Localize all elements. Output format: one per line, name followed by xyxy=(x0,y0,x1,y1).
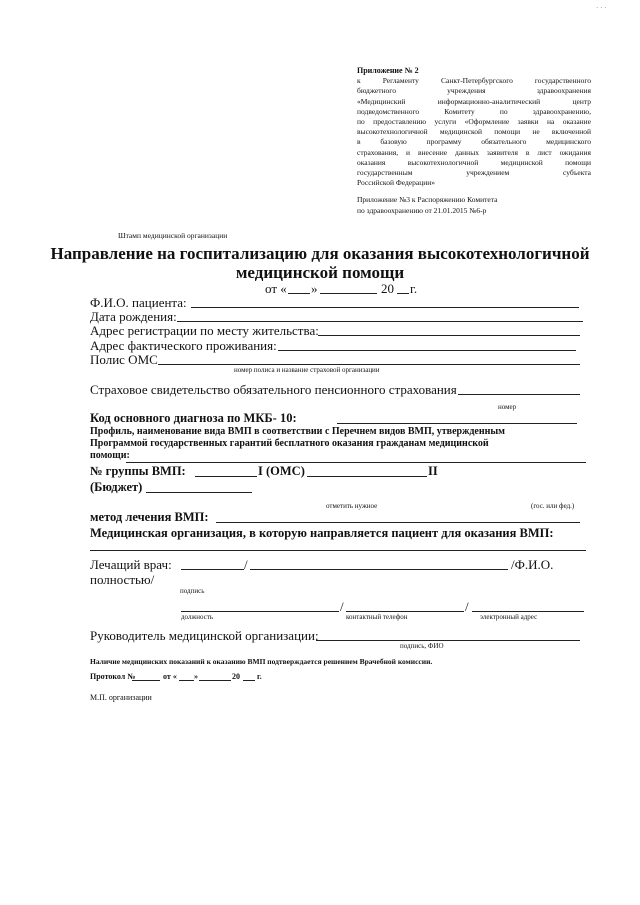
appendix-line: бюджетного учреждения здравоохранения xyxy=(357,86,591,96)
appendix-line: страхования, и внесение данных заявителя в лист ожидания xyxy=(357,147,591,157)
budget-label: (Бюджет) xyxy=(90,480,143,494)
med-org-label: Медицинская организация, в которую направляется пациент для оказания ВМП: xyxy=(90,526,554,540)
seal-label: М.П. организации xyxy=(90,693,152,702)
snils-label: Страховое свидетельство обязательного пенсионного страхования xyxy=(90,382,457,397)
oms-hint: номер полиса и название страховой организации xyxy=(234,366,380,374)
date-year: 20 xyxy=(381,281,394,296)
doctor-fio-field[interactable] xyxy=(250,569,508,570)
protocol-day-field[interactable] xyxy=(179,680,194,681)
appendix-line: по предоставлению услуги «Оформление заявки на оказание xyxy=(357,117,591,127)
budget-field[interactable] xyxy=(146,492,252,493)
protocol-number-field[interactable] xyxy=(132,680,160,681)
doctor-full-label: полностью/ xyxy=(90,572,155,587)
head-hint: подпись, ФИО xyxy=(400,642,444,650)
position-hint: должность xyxy=(181,613,214,621)
protocol-month-field[interactable] xyxy=(199,680,231,681)
document-title-line2: медицинской помощи xyxy=(235,263,405,282)
group-number-field[interactable] xyxy=(195,476,257,477)
signature-hint: подпись xyxy=(180,587,205,595)
date-day-field[interactable] xyxy=(288,293,310,294)
doctor-separator: / xyxy=(244,557,248,572)
appendix-line: государственным учреждением субъекта xyxy=(357,168,591,178)
date-year-field[interactable] xyxy=(397,293,409,294)
snils-field[interactable] xyxy=(458,394,580,395)
appendix-line: в базовую программу обязательного медицинского xyxy=(357,137,591,147)
fio-label: Ф.И.О. пациента: xyxy=(90,295,187,310)
head-field[interactable] xyxy=(316,640,580,641)
mkb-label: Код основного диагноза по МКБ- 10: xyxy=(90,411,297,425)
gov-fed-hint: (гос. или фед.) xyxy=(531,502,575,510)
fio-field[interactable] xyxy=(191,307,579,308)
group-oms-label: I (ОМС) xyxy=(258,464,305,478)
profile-label-line2: Программой государственных гарантий бесплатного оказания гражданам медицинской xyxy=(90,438,489,449)
date-prefix: от « xyxy=(265,281,287,296)
appendix-line: оказания высокотехнологичной медицинской помощи xyxy=(357,157,591,167)
date-month-field[interactable] xyxy=(320,293,377,294)
protocol-prefix: Протокол № xyxy=(90,672,136,681)
profile-label-line1: Профиль, наименование вида ВМП в соответствии с Перечнем видов ВМП, утвержденным xyxy=(90,426,505,437)
protocol-from: от « xyxy=(163,672,177,681)
protocol-year-field[interactable] xyxy=(243,680,255,681)
actual-address-field[interactable] xyxy=(278,350,576,351)
appendix-last-line: Российской Федерации» xyxy=(357,178,436,188)
position-field[interactable] xyxy=(181,611,339,612)
phone-separator: / xyxy=(465,599,469,614)
date-mid: » xyxy=(311,281,318,296)
commission-note: Наличие медицинских показаний к оказанию ВМП подтверждается решением Врачебной комиссии. xyxy=(90,657,433,666)
appendix-line: высокотехнологичной медицинской помощи не включенной xyxy=(357,127,591,137)
protocol-suffix: г. xyxy=(257,672,262,681)
appendix-line: подведомственного Комитету по здравоохранению, xyxy=(357,106,591,116)
method-field[interactable] xyxy=(216,522,580,523)
protocol-year: 20 xyxy=(232,672,240,681)
mkb-field[interactable] xyxy=(337,423,577,424)
appendix-line: к Регламенту Санкт-Петербургского государственного xyxy=(357,76,591,86)
date-suffix: г. xyxy=(410,281,418,296)
email-field[interactable] xyxy=(472,611,584,612)
reg-address-field[interactable] xyxy=(318,335,580,336)
email-hint: электронный адрес xyxy=(480,613,538,621)
group-oms-field[interactable] xyxy=(307,476,427,477)
appendix-line: «Медицинский информационно-аналитический центр xyxy=(357,96,591,106)
birth-date-field[interactable] xyxy=(177,321,583,322)
doctor-label: Лечащий врач: xyxy=(90,557,172,572)
profile-field[interactable] xyxy=(126,462,586,463)
order-ref-line2: по здравоохранению от 21.01.2015 №6-р xyxy=(357,206,487,215)
oms-label: Полис ОМС xyxy=(90,352,158,367)
reg-address-label: Адрес регистрации по месту жительства: xyxy=(90,323,319,338)
document-title-line1: Направление на госпитализацию для оказания высокотехнологичной xyxy=(50,244,590,263)
appendix-block xyxy=(357,66,591,188)
actual-address-label: Адрес фактического проживания: xyxy=(90,338,277,353)
phone-field[interactable] xyxy=(346,611,464,612)
group-ii-label: II xyxy=(428,464,438,478)
corner-mark: · · · xyxy=(596,4,607,12)
method-label: метод лечения ВМП: xyxy=(90,510,209,524)
appendix-heading: Приложение № 2 xyxy=(357,66,419,75)
snils-hint: номер xyxy=(498,403,517,411)
position-separator: / xyxy=(340,599,344,614)
phone-hint: контактный телефон xyxy=(346,613,408,621)
profile-label-line3: помощи: xyxy=(90,450,130,461)
protocol-mid: » xyxy=(194,672,198,681)
doctor-signature-field[interactable] xyxy=(181,569,244,570)
oms-field[interactable] xyxy=(158,364,580,365)
birth-date-label: Дата рождения: xyxy=(90,309,177,324)
order-ref-line1: Приложение №3 к Распоряжению Комитета xyxy=(357,195,498,204)
mark-needed-hint: отметить нужное xyxy=(326,502,378,510)
stamp-label: Штамп медицинской организации xyxy=(118,231,228,240)
med-org-field[interactable] xyxy=(90,550,586,551)
doctor-fio-label: /Ф.И.О. xyxy=(511,557,554,572)
group-label: № группы ВМП: xyxy=(90,464,186,478)
head-label: Руководитель медицинской организации: xyxy=(90,628,319,643)
